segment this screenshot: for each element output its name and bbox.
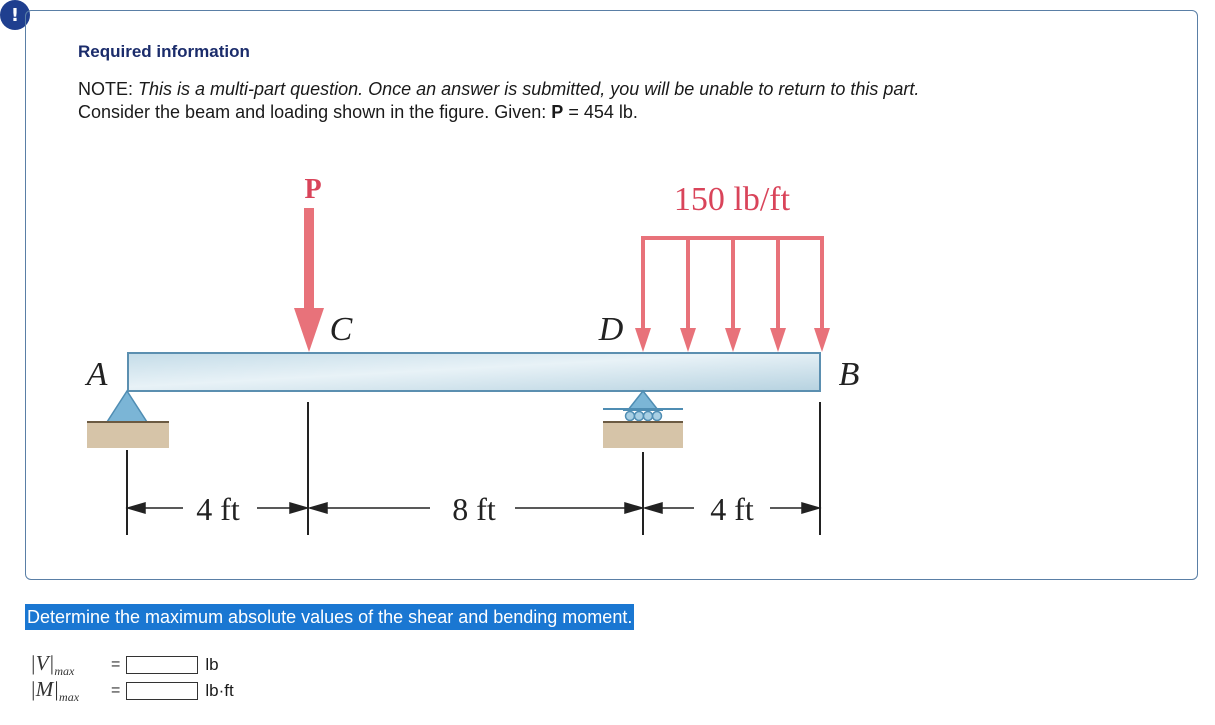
ground-a xyxy=(87,422,169,448)
load-p-label: P xyxy=(304,174,322,205)
given-intro: Consider the beam and loading shown in the figure. Given: xyxy=(78,102,552,122)
shear-label: $|V|_{max}$ xyxy=(30,651,75,678)
distributed-load-label: 150 lb/ft xyxy=(673,181,791,218)
given-value: = 454 lb. xyxy=(563,102,638,122)
beam xyxy=(128,353,820,391)
ground-d xyxy=(603,422,683,448)
shear-input[interactable] xyxy=(126,656,198,674)
note-body: This is a multi-part question. Once an answer is submitted, you will be unable to return to this part. xyxy=(138,79,920,99)
moment-input[interactable] xyxy=(126,682,198,700)
given-text xyxy=(78,102,638,123)
point-b-label: B xyxy=(838,356,860,393)
moment-answer-row xyxy=(30,678,234,704)
point-d-label: D xyxy=(598,311,624,348)
note-text xyxy=(78,79,919,100)
load-p-shaft xyxy=(304,208,314,318)
beam-figure xyxy=(70,160,880,560)
dimension-4ft-left: 4 ft xyxy=(196,491,240,527)
moment-label: $|M|_{max}$ xyxy=(30,677,80,704)
point-a-label: A xyxy=(86,356,108,393)
dimension-8ft: 8 ft xyxy=(452,491,496,527)
point-c-label: C xyxy=(329,311,353,348)
distributed-load-arrows xyxy=(635,236,830,352)
shear-answer-row xyxy=(30,652,219,678)
shear-equals: = xyxy=(111,656,121,673)
moment-unit: lb·ft xyxy=(205,681,234,700)
dimension-4ft-right: 4 ft xyxy=(710,491,754,527)
load-p-arrowhead xyxy=(294,308,324,352)
roller-wheels xyxy=(626,412,662,421)
question-text: Determine the maximum absolute values of the shear and bending moment. xyxy=(25,604,634,630)
given-variable: P xyxy=(551,102,564,122)
card-heading: Required information xyxy=(78,42,250,61)
note-prefix: NOTE: xyxy=(78,79,134,99)
shear-unit: lb xyxy=(205,655,219,674)
pin-support-a xyxy=(107,391,147,422)
roller-support-d xyxy=(628,391,658,410)
moment-equals: = xyxy=(111,682,121,699)
alert-icon: ! xyxy=(0,0,30,30)
